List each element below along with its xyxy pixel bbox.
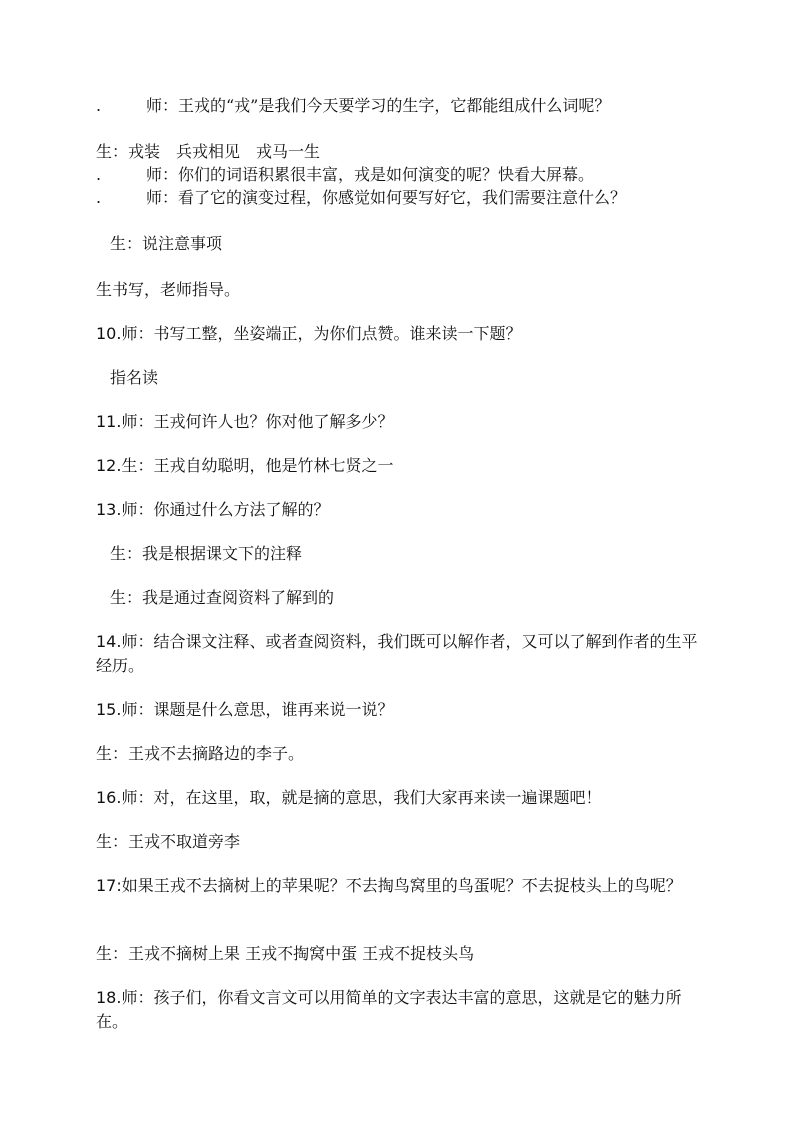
- line-number: 16.: [96, 788, 122, 807]
- line-number: 10.: [96, 324, 122, 343]
- line-12: [96, 543, 720, 565]
- line-18: [96, 831, 706, 853]
- line-number: 15.: [96, 700, 122, 719]
- line-3: [96, 164, 706, 186]
- line-text: 师：对，在这里，取，就是摘的意思，我们大家再来读一遍课题吧！: [121, 788, 602, 807]
- line-13: [96, 587, 720, 609]
- line-10: [96, 455, 706, 477]
- line-7: [96, 323, 706, 345]
- line-5: [96, 233, 720, 255]
- line-6: [96, 279, 706, 301]
- line-number: .: [96, 165, 102, 184]
- line-text: 生：王戎不取道旁李: [96, 832, 241, 851]
- line-number: 12.: [96, 456, 122, 475]
- line-text: 生：王戎不摘树上果 王戎不掏窝中蛋 王戎不捉枝头鸟: [96, 944, 475, 963]
- line-text: 师：看了它的演变过程，你感觉如何要写好它，我们需要注意什么？: [146, 188, 627, 207]
- line-text: 师：王戎的“戎”是我们今天要学习的生字，它都能组成什么词呢？: [146, 96, 611, 115]
- line-20: [96, 943, 706, 965]
- line-text: 生书写，老师指导。: [96, 280, 241, 299]
- line-text: 师：王戎何许人也？你对他了解多少？: [121, 412, 394, 431]
- line-number: 18.: [96, 988, 122, 1007]
- line-text: 师：你通过什么方法了解的？: [121, 500, 330, 519]
- line-text: 生：王戎自幼聪明，他是竹林七贤之一: [121, 456, 394, 475]
- line-19: [96, 874, 706, 898]
- line-text: 指名读: [110, 368, 159, 387]
- line-17: [96, 787, 706, 809]
- line-text: 师：结合课文注释、或者查阅资料，我们既可以解作者，又可以了解到作者的生平经历。: [96, 632, 698, 675]
- line-11: [96, 499, 706, 521]
- line-number: 11.: [96, 412, 122, 431]
- line-text: 生：我是通过查阅资料了解到的: [110, 588, 335, 607]
- line-2: [96, 141, 706, 163]
- line-text: 师：孩子们，你看文言文可以用简单的文字表达丰富的意思，这就是它的魅力所在。: [96, 988, 682, 1031]
- line-text: 生：我是根据课文下的注释: [110, 544, 303, 563]
- line-text: 生：戎装 兵戎相见 戎马一生: [96, 142, 321, 161]
- line-number: 14.: [96, 632, 122, 651]
- line-number: .: [96, 96, 102, 115]
- line-text: 师：书写工整，坐姿端正，为你们点赞。谁来读一下题？: [121, 324, 522, 343]
- line-text: 师：课题是什么意思，谁再来说一说？: [121, 700, 394, 719]
- line-8: [96, 367, 720, 389]
- line-15: [96, 699, 706, 721]
- line-text: 师：你们的词语积累很丰富，戎是如何演变的呢？快看大屏幕。: [146, 165, 595, 184]
- line-number: .: [96, 188, 102, 207]
- line-1: [96, 95, 706, 117]
- line-text: 生：说注意事项: [110, 234, 223, 253]
- line-16: [96, 743, 706, 765]
- line-9: [96, 411, 706, 433]
- line-text: 生：王戎不去摘路边的李子。: [96, 744, 305, 763]
- line-number: 17:: [96, 876, 122, 895]
- line-14: [96, 630, 706, 678]
- line-number: 13.: [96, 500, 122, 519]
- line-text: 如果王戎不去摘树上的苹果呢？不去掏鸟窝里的鸟蛋呢？不去捉枝头上的鸟呢？: [121, 876, 682, 895]
- line-4: [96, 187, 706, 209]
- line-21: [96, 986, 706, 1034]
